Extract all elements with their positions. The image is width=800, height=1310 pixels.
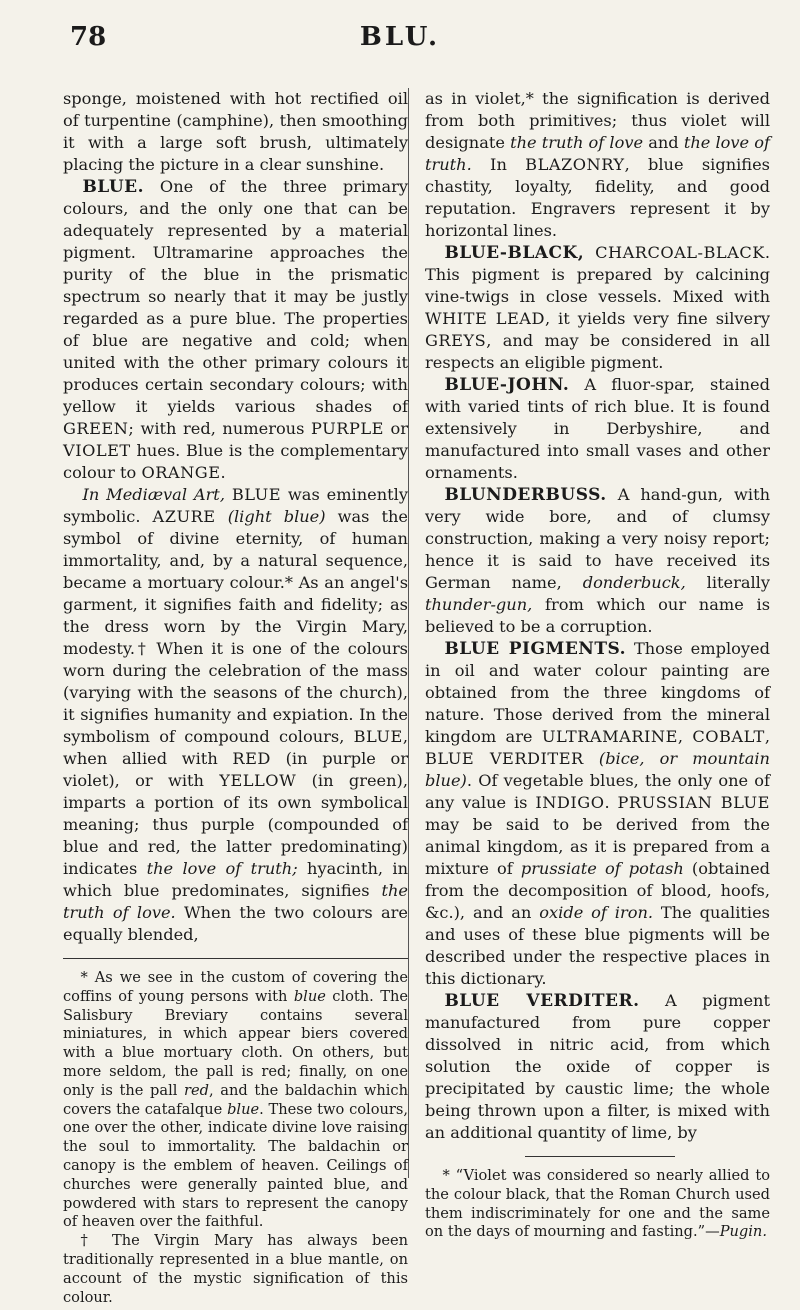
footnote-rule — [63, 958, 408, 959]
entry-blue-medieval: In Mediæval Art, BLUE was eminently symbolic. AZURE (light blue) was the symbol of divine eternity, of human immortality, and, by a natural sequence, became a mortuary colour.* As an angel's garment, it signifies faith and fidelity; as the dress worn by the Virgin Mary, modesty.† When it is one of the colours worn during the celebration of the mass (varying with the seasons of the church), it signifies humanity and expiation. In the symbolism of compound colours, BLUE, when allied with RED (in purple or violet), or with YELLOW (in green), imparts a portion of its own symbolical meaning; thus purple (compounded of blue and red, the latter predominating) indicates the love of truth; hyacinth, in which blue predominates, signifies the truth of love. When the two colours are equally blended, — [63, 485, 408, 944]
column-divider — [408, 88, 409, 1178]
footnote: † The Virgin Mary has always been traditionally represented in a blue mantle, on account of the mystic signification of this colour. — [63, 1232, 408, 1306]
entry-blue-pigments: BLUE PIGMENTS. Those employed in oil and water colour painting are obtained from the three kingdoms of nature. Those derived from the mineral kingdom are ULTRAMARINE, COBALT, BLUE VERDITER (bice, or mountain blue). Of vegetable blues, the only one of any value is INDIGO. PRUSSIAN BLUE may be said to be derived from the animal kingdom, as it is prepared from a mixture of prussiate of potash (obtained from the decomposition of blood, hoofs, &c.), and an oxide of iron. The qualities and uses of these blue pigments will be described under the respective places in this dictionary. — [425, 639, 771, 988]
headword-blue-verditer: BLUE VERDITER. — [444, 991, 640, 1011]
page-number: 78 — [70, 22, 107, 52]
entry-blunderbuss: BLUNDERBUSS. A hand-gun, with very wide bore, and of clumsy construction, making a very noisy report; hence it is said to have received its German name, donderbuck, literally thunder-gun, from which our name is believed to be a corruption. — [425, 485, 770, 636]
footnote: * As we see in the custom of covering the coffins of young persons with blue cloth. The Salisbury Breviary contains several miniatures, in which appear biers covered with a blue mortuary cloth. On others, but more seldom, the pall is red; finally, on one only is the pall red, and the baldachin which covers the catafalque blue. These two colours, one over the other, indicate divine love raising the soul to immortality. The baldachin or canopy is the emblem of heaven. Ceilings of churches were generally painted blue, and powdered with stars to represent the canopy of heaven over the faithful. — [63, 969, 408, 1231]
headword-blue: BLUE. — [82, 177, 145, 197]
entry-blue-verditer: BLUE VERDITER. A pigment manufactured from pure copper dissolved in nitric acid, from which solution the oxide of copper is precipitated by caustic lime; the whole being thrown upon a filter, is mixed with an additional quantity of lime, by — [425, 991, 770, 1142]
footnotes-left — [63, 969, 408, 1307]
paragraph-continuation: sponge, moistened with hot rectified oil of turpentine (camphine), then smoothing it with a large soft brush, ultimately placing the picture in a clear sunshine. — [63, 89, 408, 174]
entry-blue: BLUE. One of the three primary colours, and the only one that can be adequately represented by a material pigment. Ultramarine approaches the purity of the blue in the prismatic spectrum so nearly that it may be justly regarded as a pure blue. The properties of blue are negative and cold; when united with the other primary colours it produces certain secondary colours; with yellow it yields various shades of GREEN; with red, numerous PURPLE or VIOLET hues. Blue is the complementary colour to ORANGE. — [63, 177, 408, 482]
entry-blue-black: BLUE-BLACK, CHARCOAL-BLACK. This pigment is prepared by calcining vine-twigs in close vessels. Mixed with WHITE LEAD, it yields very fine silvery GREYS, and may be considered in all respects an eligible pigment. — [425, 243, 770, 372]
headword-blunderbuss: BLUNDERBUSS. — [444, 485, 607, 505]
footnote: * “Violet was considered so nearly allied to the colour black, that the Roman Church used them indiscriminately for one and the same on the days of mourning and fasting.”—Pugin. — [425, 1167, 770, 1241]
running-title: BLU. — [359, 22, 441, 52]
headword-blue-john: BLUE-JOHN. — [444, 375, 570, 395]
footnotes-right — [425, 1167, 770, 1242]
headword-blue-black: BLUE-BLACK, — [444, 243, 585, 263]
entry-blue-john: BLUE-JOHN. A fluor-spar, stained with varied tints of rich blue. It is found extensively in Derbyshire, and manufactured into small vases and other ornaments. — [425, 375, 770, 482]
page-header — [0, 22, 800, 62]
footnote-rule — [525, 1156, 675, 1157]
paragraph-continuation: as in violet,* the signification is derived from both primitives; thus violet will designate the truth of love and the love of truth. In BLAZONRY, blue signifies chastity, loyalty, fidelity, and good reputation. Engravers represent it by horizontal lines. — [425, 89, 771, 240]
headword-blue-pigments: BLUE PIGMENTS. — [444, 639, 627, 659]
right-column — [425, 88, 770, 1242]
left-column — [63, 88, 408, 1307]
